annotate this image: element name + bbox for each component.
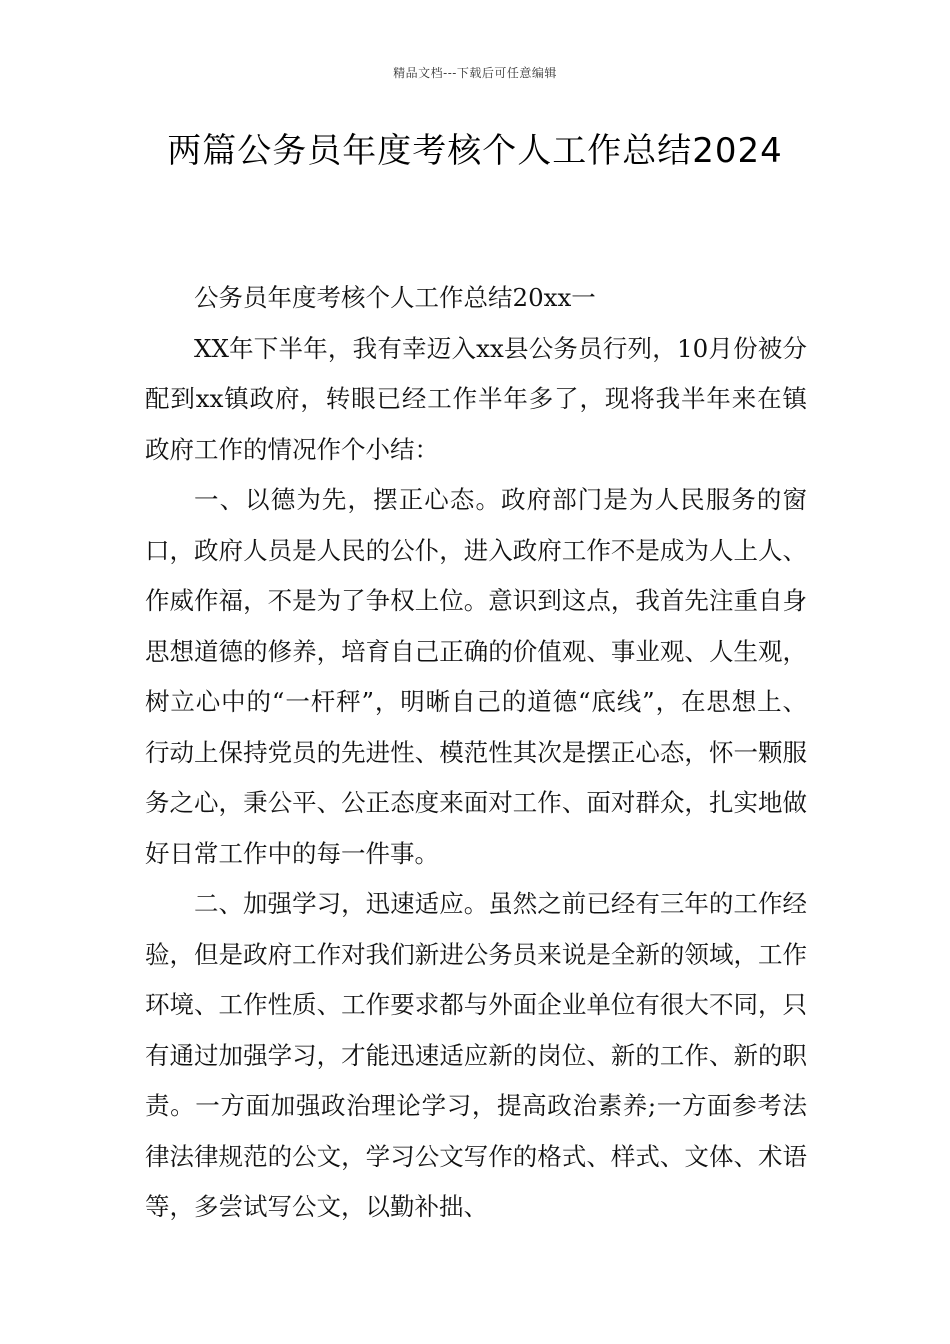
paragraph-intro: XX年下半年，我有幸迈入xx县公务员行列，10月份被分配到xx镇政府，转眼已经工作半年多了，现将我半年来在镇政府工作的情况作个小结： — [145, 333, 807, 464]
paragraph-subtitle: 公务员年度考核个人工作总结20xx一 — [194, 283, 596, 312]
paragraph-section-one: 一、以德为先，摆正心态。政府部门是为人民服务的窗口，政府人员是人民的公仆，进入政府工作不是成为人上人、作威作福，不是为了争权上位。意识到这点，我首先注重自身思想道德的修养，培育自己正确的价值观、事业观、人生观，树立心中的“一杆秤”，明晰自己的道德“底线”，在思想上、行动上保持党员的先进性、模范性其次是摆正心态，怀一颗服务之心，秉公平、公正态度来面对工作、面对群众，扎实地做好日常工作中的每一件事。 — [145, 485, 807, 868]
document-body — [145, 273, 807, 1233]
document-title: 两篇公务员年度考核个人工作总结2024 — [167, 131, 783, 171]
header-note: 精品文档---下载后可任意编辑 — [393, 66, 557, 80]
paragraph-section-two: 二、加强学习，迅速适应。虽然之前已经有三年的工作经验，但是政府工作对我们新进公务员来说是全新的领域，工作环境、工作性质、工作要求都与外面企业单位有很大不同，只有通过加强学习，才能迅速适应新的岗位、新的工作、新的职责。一方面加强政治理论学习，提高政治素养;一方面参考法律法律规范的公文，学习公文写作的格式、样式、文体、术语等，多尝试写公文，以勤补拙、 — [145, 889, 807, 1221]
